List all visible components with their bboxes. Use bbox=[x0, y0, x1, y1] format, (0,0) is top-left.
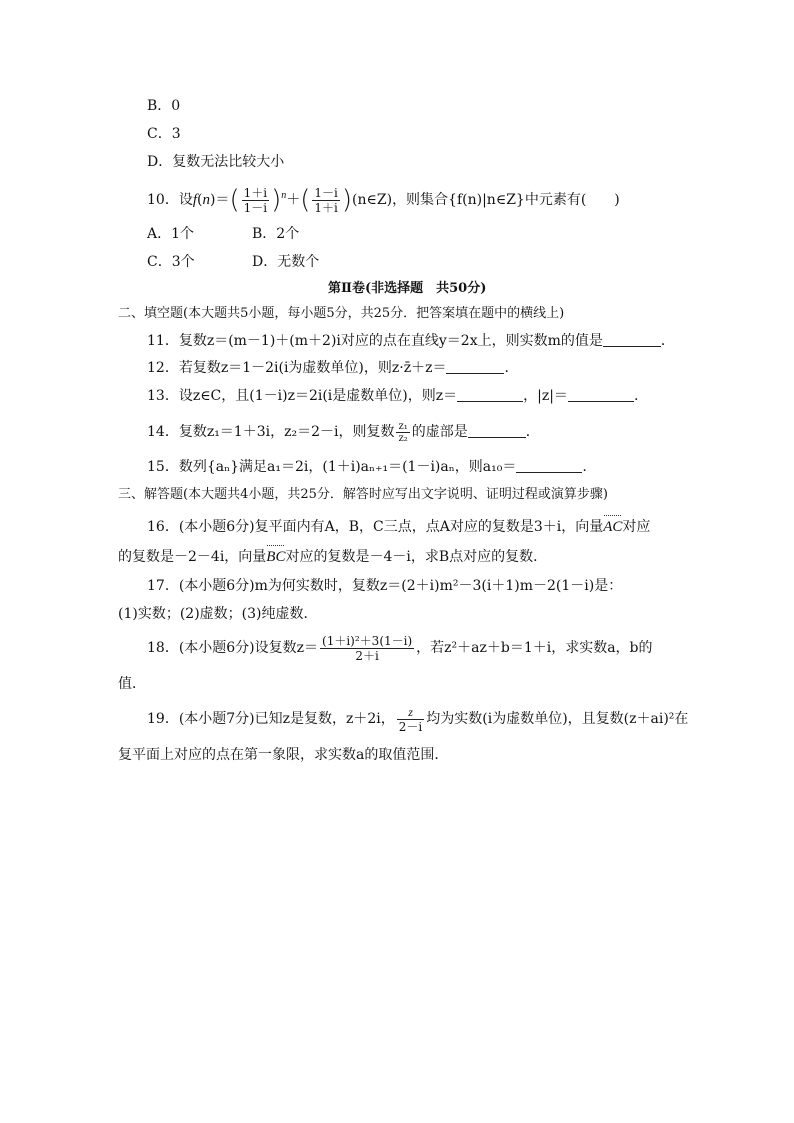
question-15: 15．数列{aₙ}满足a₁＝2i，(1＋i)aₙ₊₁＝(1－i)aₙ，则a₁₀＝ . bbox=[147, 459, 587, 475]
q12-answer-blank[interactable] bbox=[446, 359, 504, 374]
q10-option-d: D．无数个 bbox=[252, 254, 320, 270]
section-2-heading: 二、填空题(本大题共5小题，每小题5分，共25分．把答案填在题中的横线上) bbox=[118, 306, 565, 321]
part-2-title: 第Ⅱ卷(非选择题 共50分) bbox=[328, 281, 487, 296]
question-11: 11．复数z＝(m－1)＋(m＋2)i对应的点在直线y＝2x上，则实数m的值是 ． bbox=[147, 333, 675, 349]
question-18-line-2: 值． bbox=[118, 676, 146, 692]
q11-answer-blank[interactable] bbox=[603, 332, 661, 347]
question-13: 13．设z∈C，且(1－i)z＝2i(i是虚数单位)，则z＝ ，|z|＝ . bbox=[147, 388, 639, 404]
question-14: 14．复数z₁＝1＋3i，z₂＝2－i，则复数 $\frac{\text{z₁}}{\text{z₂}}$ 的虚部是 ． bbox=[147, 420, 540, 444]
q10-option-a: A．1个 bbox=[147, 226, 195, 242]
q19-fraction: $\frac{z}{2-i}$ bbox=[398, 704, 423, 734]
question-16-line-1: 16．(本小题6分)复平面内有A，B，C三点，点A对应的复数是3＋i，向量AC对应 bbox=[147, 519, 651, 535]
q10-option-c: C．3个 bbox=[147, 254, 195, 270]
q9-option-b: B．0 bbox=[147, 98, 181, 114]
question-19-line-2: 复平面上对应的点在第一象限，求实数a的取值范围． bbox=[118, 747, 449, 763]
q18-fraction: $\frac{\text{(1＋i)²＋3(1－i)}}{2+i}$ bbox=[322, 633, 413, 663]
question-16-line-2: 的复数是－2－4i，向量BC对应的复数是－4－i，求B点对应的复数． bbox=[118, 549, 548, 565]
q13-answer-blank-2[interactable] bbox=[568, 387, 634, 402]
q14-answer-blank[interactable] bbox=[468, 423, 526, 438]
q10-option-b: B．2个 bbox=[252, 226, 300, 242]
q13-answer-blank-1[interactable] bbox=[457, 387, 523, 402]
question-10: 10．设f(n)＝( $\frac{1+i}{1-i}$ )$^n$＋( $\frac{1-i}{1+i}$ )(n∈Z)，则集合{f(n)|n∈Z}中元素有( ) bbox=[147, 185, 620, 215]
q15-answer-blank[interactable] bbox=[516, 458, 582, 473]
question-17-line-2: (1)实数；(2)虚数；(3)纯虚数． bbox=[118, 606, 318, 622]
vector-ac: AC bbox=[603, 519, 623, 535]
q9-option-c: C．3 bbox=[147, 126, 181, 142]
question-18-line-1: 18．(本小题6分)设复数z＝ $\frac{\text{(1＋i)²＋3(1－i)}}{2+i}$ ，若z²＋az＋b＝1＋i，求实数a，b的 bbox=[147, 633, 653, 663]
q10-fraction-1: $\frac{1+i}{1-i}$ bbox=[243, 185, 268, 215]
section-3-heading: 三、解答题(本大题共4小题，共25分．解答时应写出文字说明、证明过程或演算步骤) bbox=[118, 487, 608, 502]
vector-bc: BC bbox=[266, 549, 286, 565]
q10-prefix: 10．设 bbox=[147, 192, 193, 208]
question-17-line-1: 17．(本小题6分)m为何实数时，复数z＝(2＋i)m²－3(i＋1)m－2(1－i)是： bbox=[147, 578, 623, 594]
question-19-line-1: 19．(本小题7分)已知z是复数，z＋2i， $\frac{z}{2-i}$ 均为实数(i为虚数单位)，且复数(z＋ai)²在 bbox=[147, 704, 689, 734]
q14-fraction: $\frac{\text{z₁}}{\text{z₂}}$ bbox=[398, 420, 408, 444]
question-12: 12．若复数z＝1－2i(i为虚数单位)，则z·z̄＋z＝ . bbox=[147, 360, 509, 376]
q10-fraction-2: $\frac{1-i}{1+i}$ bbox=[314, 185, 338, 215]
q9-option-d: D．复数无法比较大小 bbox=[147, 154, 285, 170]
